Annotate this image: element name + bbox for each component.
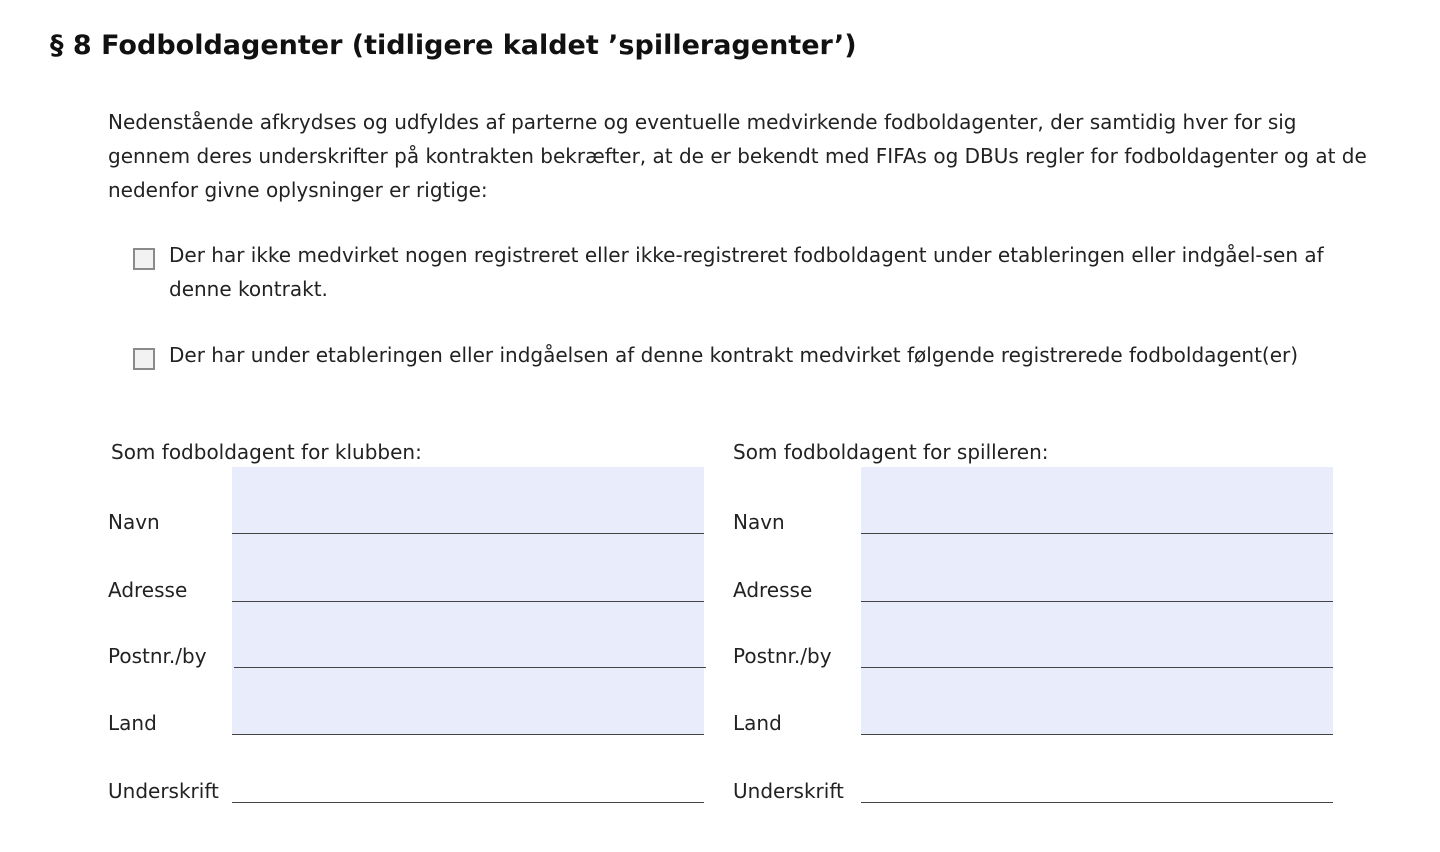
player-name-input[interactable] — [861, 504, 1333, 534]
no-agent-checkbox[interactable] — [133, 248, 155, 270]
section-heading: § 8 Fodboldagenter (tidligere kaldet ’spilleragenter’) — [50, 30, 857, 61]
option-no-agent — [133, 238, 1373, 306]
club-address-input[interactable] — [232, 572, 704, 602]
no-agent-label: Der har ikke medvirket nogen registreret eller ikke-registreret fodboldagent under etableringen eller indgåel-sen af denne kontrakt. — [169, 243, 1324, 301]
club-postal-input[interactable] — [234, 638, 706, 668]
player-name-label: Navn — [733, 510, 785, 534]
registered-agent-label: Der har under etableringen eller indgåelsen af denne kontrakt medvirket følgende registrerede fodboldagent(er) — [169, 343, 1299, 367]
club-signature-input[interactable] — [232, 773, 704, 803]
player-agent-heading: Som fodboldagent for spilleren: — [733, 440, 1049, 464]
player-postal-input[interactable] — [861, 638, 1333, 668]
player-postal-label: Postnr./by — [733, 644, 832, 668]
intro-paragraph: Nedenstående afkrydses og udfyldes af parterne og eventuelle medvirkende fodboldagenter, der samtidig hver for sig gennem deres underskrifter på kontrakten bekræfter, at de er bekendt med FIFAs og DBUs regler for fodboldagenter og at de nedenfor givne oplysninger er rigtige: — [108, 110, 1367, 202]
registered-agent-checkbox[interactable] — [133, 348, 155, 370]
club-agent-heading: Som fodboldagent for klubben: — [111, 440, 422, 464]
club-country-label: Land — [108, 711, 157, 735]
player-address-input[interactable] — [861, 572, 1333, 602]
club-name-input[interactable] — [232, 504, 704, 534]
club-postal-label: Postnr./by — [108, 644, 207, 668]
club-country-input[interactable] — [232, 705, 704, 735]
club-signature-label: Underskrift — [108, 779, 219, 803]
option-registered-agent — [133, 338, 1373, 372]
player-signature-input[interactable] — [861, 773, 1333, 803]
player-signature-label: Underskrift — [733, 779, 844, 803]
club-name-label: Navn — [108, 510, 160, 534]
club-address-label: Adresse — [108, 578, 188, 602]
player-country-input[interactable] — [861, 705, 1333, 735]
player-address-label: Adresse — [733, 578, 813, 602]
player-country-label: Land — [733, 711, 782, 735]
